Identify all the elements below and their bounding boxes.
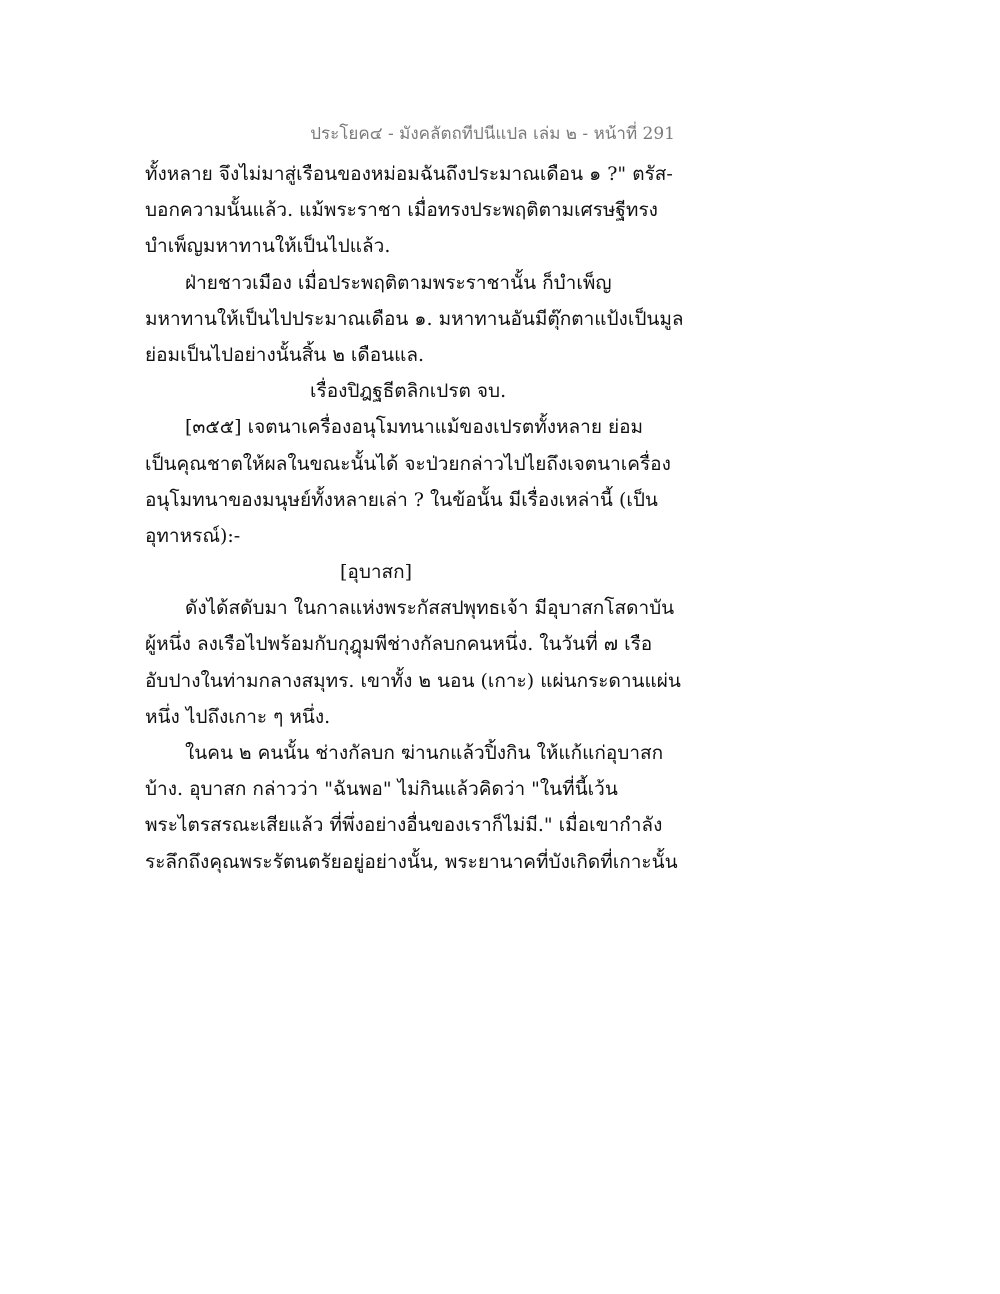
paragraph-start-line: [๓๕๕] เจตนาเครื่องอนุโมทนาแม้ของเปรตทั้งหลาย ย่อม bbox=[185, 416, 644, 439]
text-line: อับปางในท่ามกลางสมุทร. เขาทั้ง ๒ นอน (เกาะ) แผ่นกระดานแผ่น bbox=[145, 669, 681, 692]
text-line: มหาทานให้เป็นไปประมาณเดือน ๑. มหาทานอันมีตุ๊กตาแป้งเป็นมูล bbox=[145, 307, 684, 330]
text-line: อุทาหรณ์):- bbox=[145, 524, 241, 547]
text-line: พระไตรสรณะเสียแล้ว ที่พึ่งอย่างอื่นของเราก็ไม่มี." เมื่อเขากำลัง bbox=[145, 814, 663, 837]
body-text bbox=[145, 156, 700, 880]
text-line: หนึ่ง ไปถึงเกาะ ๆ หนึ่ง. bbox=[145, 705, 331, 728]
text-line: ผู้หนึ่ง ลงเรือไปพร้อมกับกุฎุมพีช่างกัลบกคนหนึ่ง. ในวันที่ ๗ เรือ bbox=[145, 633, 653, 656]
text-line: ทั้งหลาย จึงไม่มาสู่เรือนของหม่อมฉันถึงประมาณเดือน ๑ ?" ตรัส- bbox=[145, 163, 673, 185]
story-end-title: เรื่องปิฎฐธีตลิกเปรต จบ. bbox=[310, 380, 507, 403]
paragraph-start-line: ดังได้สดับมา ในกาลแห่งพระกัสสปพุทธเจ้า มีอุบาสกโสดาบัน bbox=[185, 597, 675, 620]
text-line: เป็นคุณชาตให้ผลในขณะนั้นได้ จะป่วยกล่าวไปไยถึงเจตนาเครื่อง bbox=[145, 452, 671, 475]
running-head: ประโยค๔ - มังคลัตถทีปนีแปล เล่ม ๒ - หน้าที่ 291 bbox=[310, 124, 675, 144]
text-line: อนุโมทนาของมนุษย์ทั้งหลายเล่า ? ในข้อนั้น มีเรื่องเหล่านี้ (เป็น bbox=[145, 488, 658, 511]
paragraph-start-line: ในคน ๒ คนนั้น ช่างกัลบก ฆ่านกแล้วปิ้งกิน ให้แก้แก่อุบาสก bbox=[185, 742, 664, 764]
paragraph-start-line: ฝ่ายชาวเมือง เมื่อประพฤติตามพระราชานั้น ก็บำเพ็ญ bbox=[185, 271, 612, 294]
text-line: บอกความนั้นแล้ว. แม้พระราชา เมื่อทรงประพฤติตามเศรษฐีทรง bbox=[145, 199, 658, 222]
section-heading: [อุบาสก] bbox=[340, 561, 413, 584]
text-line: บำเพ็ญมหาทานให้เป็นไปแล้ว. bbox=[145, 235, 391, 258]
text-line: ระลึกถึงคุณพระรัตนตรัยอยู่อย่างนั้น, พระยานาคที่บังเกิดที่เกาะนั้น bbox=[145, 850, 678, 873]
text-line: ย่อมเป็นไปอย่างนั้นสิ้น ๒ เดือนแล. bbox=[145, 343, 425, 366]
text-line: บ้าง. อุบาสก กล่าวว่า "ฉันพอ" ไม่กินแล้วคิดว่า "ในที่นี้เว้น bbox=[145, 778, 618, 801]
